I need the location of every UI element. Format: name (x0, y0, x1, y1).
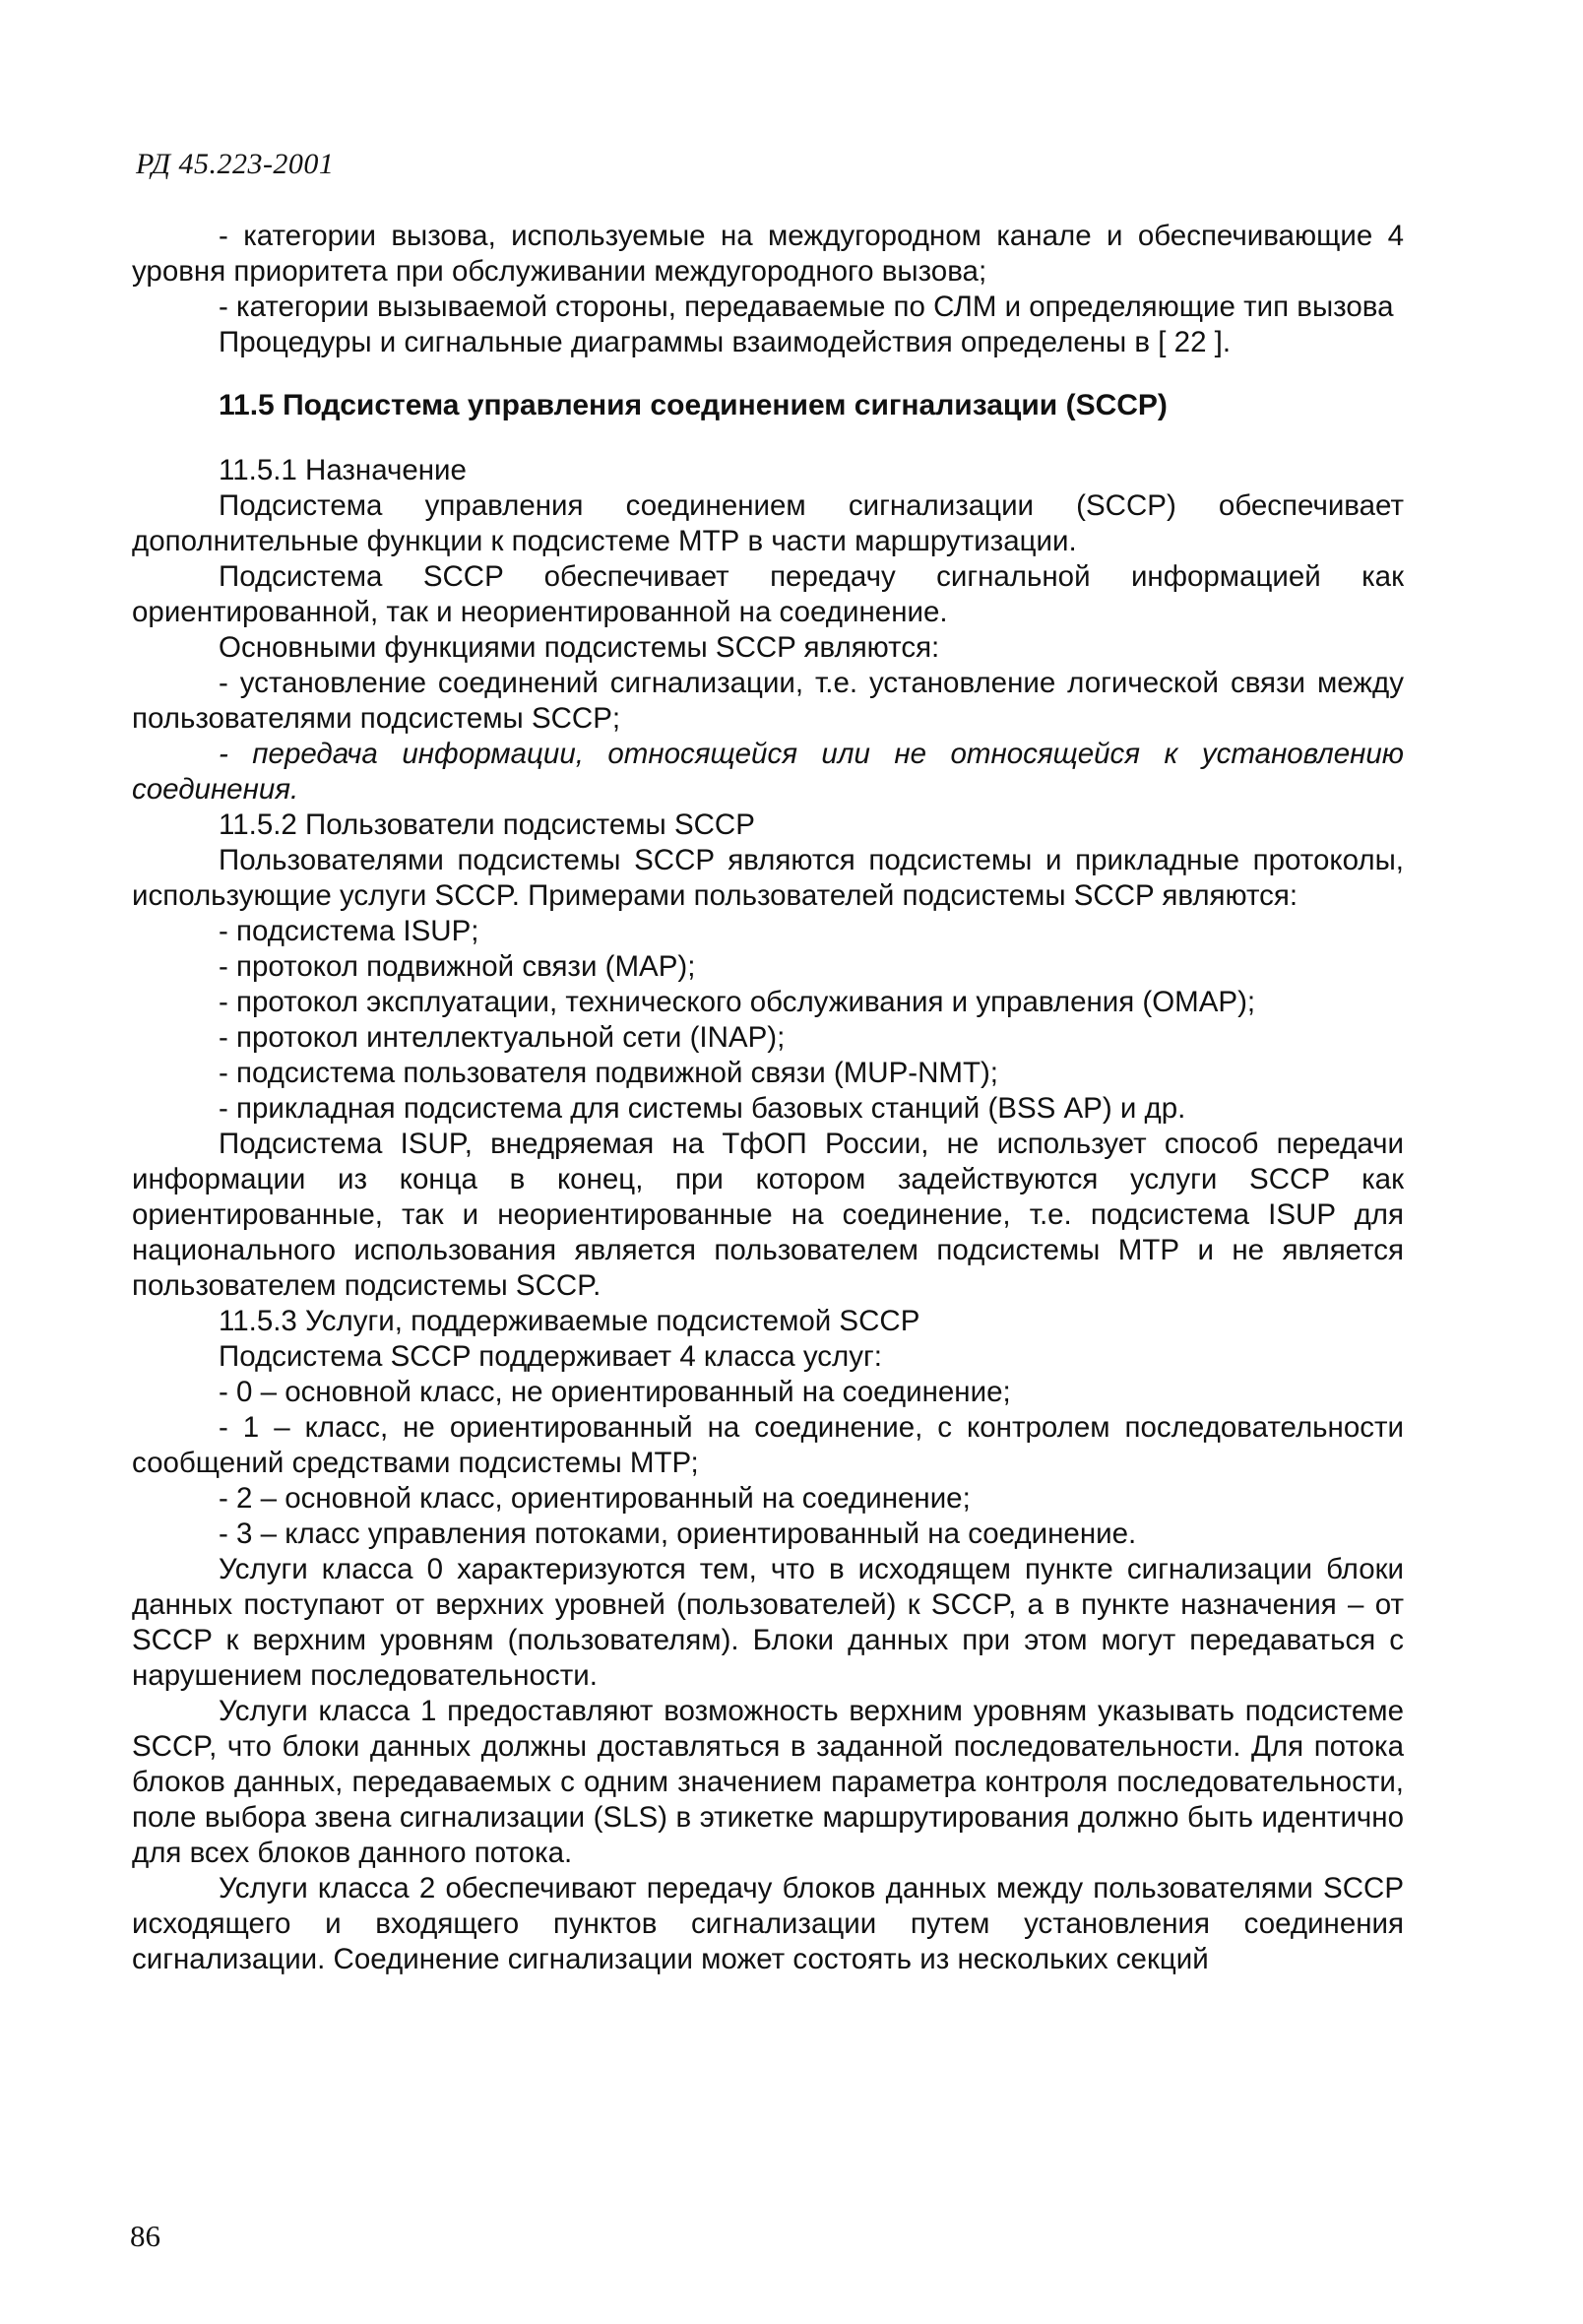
paragraph: Услуги класса 1 предоставляют возможность верхним уровням указывать подсистеме SCCP, что блоки данных должны доставляться в заданной последовательности. Для потока блоков данных, передаваемых с одним значением параметра контроля последовательности, поле выбора звена сигнализации (SLS) в этикетке маршрутирования должно быть идентично для всех блоков данного потока. (132, 1695, 1404, 1869)
list-item: - прикладная подсистема для системы базовых станций (BSS АР) и др. (219, 1092, 1186, 1125)
document-code: РД 45.223-2001 (136, 148, 335, 180)
subsection-title: 11.5.1 Назначение (219, 454, 467, 486)
list-item: - протокол интеллектуальной сети (INAP); (219, 1021, 786, 1054)
paragraph: Пользователями подсистемы SCCP являются подсистемы и прикладные протоколы, использующие услуги SCCP. Примерами пользователей подсистемы SCCP являются: (132, 844, 1404, 912)
list-item: - подсистема ISUP; (219, 915, 479, 947)
list-item: - 2 – основной класс, ориентированный на соединение; (219, 1482, 971, 1515)
document-body (132, 219, 1404, 1977)
list-item: - подсистема пользователя подвижной связи (MUP-NMT); (219, 1057, 999, 1089)
paragraph: Подсистема ISUP, внедряемая на ТфОП России, не использует способ передачи информации из конца в конец, при котором задействуются услуги SCCP как ориентированные, так и неориентированные на соединение, т.е. подсистема ISUP для национального использования является пользователем подсистемы МТР и не является пользователем подсистемы SCCP. (132, 1128, 1404, 1302)
list-item: - категории вызова, используемые на междугородном канале и обеспечивающие 4 уровня приоритета при обслуживании междугородного вызова; (132, 220, 1404, 288)
paragraph: Подсистема управления соединением сигнализации (SCCP) обеспечивает дополнительные функции к подсистеме МТР в части маршрутизации. (132, 489, 1404, 557)
paragraph: Процедуры и сигнальные диаграммы взаимодействия определены в [ 22 ]. (219, 326, 1232, 358)
paragraph: Услуги класса 2 обеспечивают передачу блоков данных между пользователями SCCP исходящего и входящего пунктов сигнализации путем установления соединения сигнализации. Соединение сигнализации может состоять из нескольких секций (132, 1872, 1404, 1975)
list-item: - 0 – основной класс, не ориентированный на соединение; (219, 1376, 1011, 1408)
paragraph: Основными функциями подсистемы SCCP являются: (219, 631, 940, 664)
list-item: - протокол эксплуатации, технического обслуживания и управления (ОМАР); (219, 986, 1256, 1018)
page-number: 86 (130, 2219, 160, 2253)
paragraph: Подсистема SCCP обеспечивает передачу сигнальной информацией как ориентированной, так и неориентированной на соединение. (132, 560, 1404, 628)
list-item: - установление соединений сигнализации, т.е. установление логической связи между пользователями подсистемы SCCP; (132, 667, 1404, 735)
list-item: - передача информации, относящейся или не относящейся к установлению соединения. (132, 738, 1404, 806)
list-item: - протокол подвижной связи (MAP); (219, 950, 696, 983)
paragraph: Услуги класса 0 характеризуются тем, что в исходящем пункте сигнализации блоки данных поступают от верхних уровней (пользователей) к SCCP, а в пункте назначения – от SCCP к верхним уровням (пользователям). Блоки данных при этом могут передаваться с нарушением последовательности. (132, 1553, 1404, 1692)
list-item: - 3 – класс управления потоками, ориентированный на соединение. (219, 1517, 1137, 1550)
list-item: - 1 – класс, не ориентированный на соединение, с контролем последовательности сообщений средствами подсистемы МТР; (132, 1411, 1404, 1479)
section-heading: 11.5 Подсистема управления соединением сигнализации (SCCP) (219, 389, 1168, 421)
list-item: - категории вызываемой стороны, передаваемые по СЛМ и определяющие тип вызова (219, 290, 1394, 323)
subsection-title: 11.5.2 Пользователи подсистемы SCCP (219, 808, 755, 841)
subsection-title: 11.5.3 Услуги, поддерживаемые подсистемой SCCP (219, 1305, 920, 1337)
paragraph: Подсистема SCCP поддерживает 4 класса услуг: (219, 1340, 882, 1373)
